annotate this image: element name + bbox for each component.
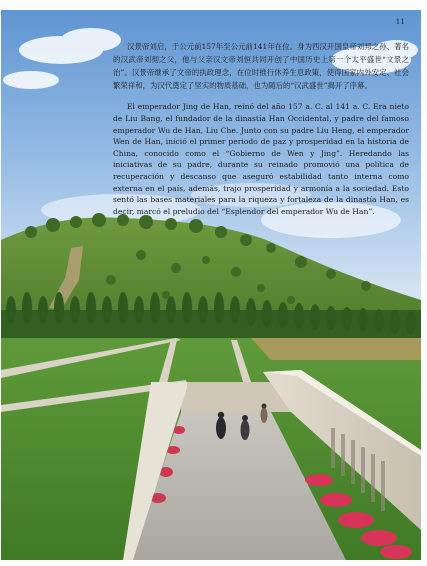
plaza: [251, 338, 421, 360]
chinese-paragraph: 汉景帝刘启，于公元前157年至公元前141年在位。身为西汉开国皇帝刘邦之孙、著名的汉武帝刘彻之父，他与父亲汉文帝刘恒共同开创了中国历史上第一个太平盛世“文景之治”。汉景帝继承了文帝的执政理念，在位时推行休养生息政策，使得国家内外安定、社会繁荣祥和，为汉代奠定了坚实的物质基础，也为随后的“汉武盛世”揭开了序幕。: [113, 42, 409, 91]
text-block: [113, 40, 409, 217]
page-number: 11: [395, 18, 405, 26]
spanish-paragraph: El emperador Jing de Han, reinó del año 157 a. C. al 141 a. C. Era nieto de Liu Bang, el fundador de la dinastía Han Occidental, y padre del famoso emperador Wu de Han, Liu Che. Junto con su padre Liu Heng, el emperador Wen de Han, inició el primer periodo de paz y prosperidad en la historia de China, conocido como el “Gobierno de Wen y Jing”. Heredando las iniciativas de su padre, durante su reinado promovió una política de recuperación y descanso que aseguró estabilidad tanto interna como externa en el país, además, trajo prosperidad y armonía a la sociedad. Esto sentó las bases materiales para la riqueza y fortaleza de la dinastía Han, es decir, marcó el preludio del “Esplendor del emperador Wu de Han”.: [113, 102, 409, 216]
